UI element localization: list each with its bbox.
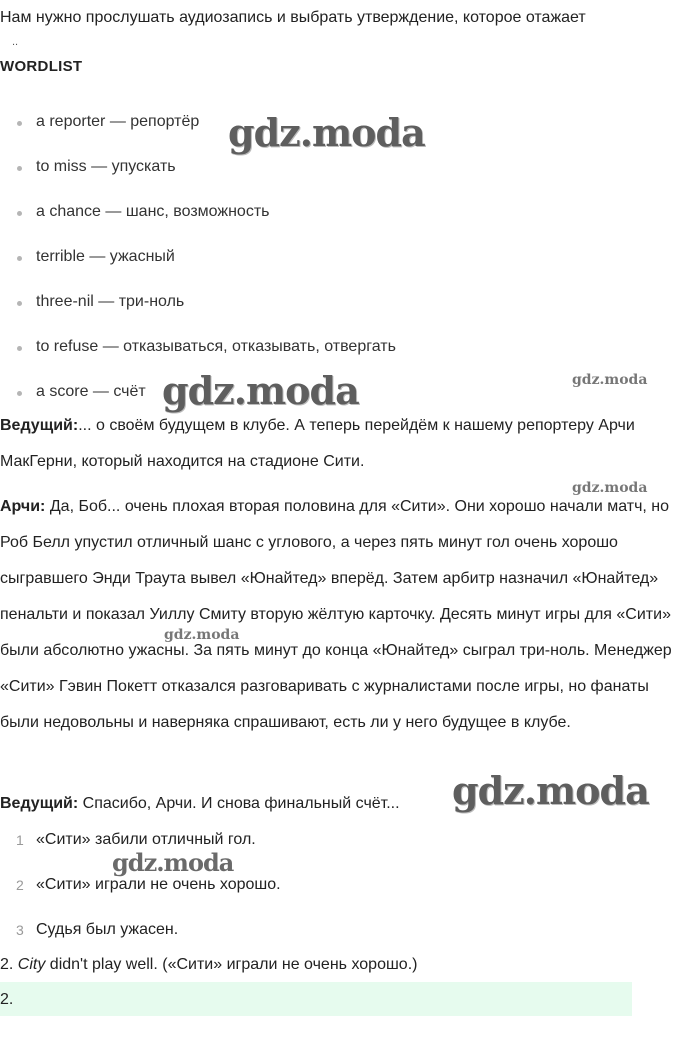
speaker-label: Ведущий: — [0, 417, 79, 434]
wordlist-item — [36, 382, 146, 402]
bullet-icon — [17, 346, 22, 351]
option-number: 3 — [16, 922, 24, 938]
answer-box-text: 2. — [0, 991, 14, 1008]
wordlist-item-text: three-nil — три-ноль — [36, 293, 185, 310]
answer-box — [0, 982, 632, 1016]
bullet-icon — [17, 391, 22, 396]
answer-italic: City — [17, 956, 46, 973]
answer-text: didn't play well. («Сити» играли не очень хорошо.) — [45, 956, 418, 973]
bullet-icon — [17, 166, 22, 171]
option-item: «Сити» забили отличный гол. — [36, 831, 256, 848]
watermark: gdz.moda — [228, 110, 425, 155]
intro-text: Нам нужно прослушать аудиозапись и выбрать утверждение, которое отажает — [0, 9, 586, 26]
watermark: gdz.moda — [112, 848, 234, 877]
bullet-icon — [17, 121, 22, 126]
wordlist-item-text: to refuse — отказываться, отказывать, отвергать — [36, 338, 396, 355]
wordlist-item-text: to miss — упускать — [36, 158, 176, 175]
host-text: Спасибо, Арчи. И снова финальный счёт... — [82, 795, 400, 812]
watermark: gdz.moda — [572, 372, 648, 388]
wordlist-item-text: a reporter — репортёр — [36, 113, 200, 130]
watermark: gdz.moda — [572, 480, 648, 496]
wordlist-title: WORDLIST — [0, 58, 83, 75]
speaker-label: Ведущий: — [0, 795, 79, 812]
option-number: 1 — [16, 832, 24, 848]
host-text: ... о своём будущем в клубе. А теперь перейдём к нашему репортеру Арчи МакГерни, который находится на стадионе Сити. — [0, 417, 635, 470]
watermark: gdz.moda — [162, 368, 359, 413]
speaker-label: Арчи: — [0, 498, 46, 515]
wordlist-item — [36, 112, 199, 132]
intro-dots: .. — [12, 36, 19, 48]
watermark: gdz.moda — [452, 768, 649, 813]
archie-line — [0, 489, 680, 741]
answer-line — [0, 955, 417, 975]
wordlist-item — [36, 337, 396, 357]
host-line-1 — [0, 408, 680, 480]
option-number: 2 — [16, 877, 24, 893]
archie-text: Да, Боб... очень плохая вторая половина для «Сити». Они хорошо начали матч, но Роб Белл упустил отличный шанс с углового, а через пять минут гол очень хорошо сыгравшего Энди Траута вывел «Юнайтед» вперёд. Затем арбитр назначил «Юнайтед» пенальти и показал Уиллу Смиту вторую жёлтую карточку. Десять минут игры для «Сити» были абсолютно ужасны. За пять минут до конца «Юнайтед» сыграл три-ноль. Менеджер «Сити» Гэвин Покетт отказался разговаривать с журналистами после игры, но фанаты были недовольны и наверняка спрашивают, есть ли у него будущее в клубе. — [0, 498, 672, 731]
wordlist-item-text: a score — счёт — [36, 383, 146, 400]
wordlist-item-text: terrible — ужасный — [36, 248, 175, 265]
bullet-icon — [17, 301, 22, 306]
bullet-icon — [17, 256, 22, 261]
wordlist-item — [36, 292, 184, 312]
answer-number: 2. — [0, 956, 14, 973]
wordlist-item — [36, 202, 269, 222]
bullet-icon — [17, 211, 22, 216]
option-item: Судья был ужасен. — [36, 921, 179, 938]
watermark: gdz.moda — [164, 627, 240, 643]
wordlist-item — [36, 247, 175, 267]
wordlist-item — [36, 157, 176, 177]
wordlist-item-text: a chance — шанс, возможность — [36, 203, 270, 220]
option-item: «Сити» играли не очень хорошо. — [36, 876, 281, 893]
